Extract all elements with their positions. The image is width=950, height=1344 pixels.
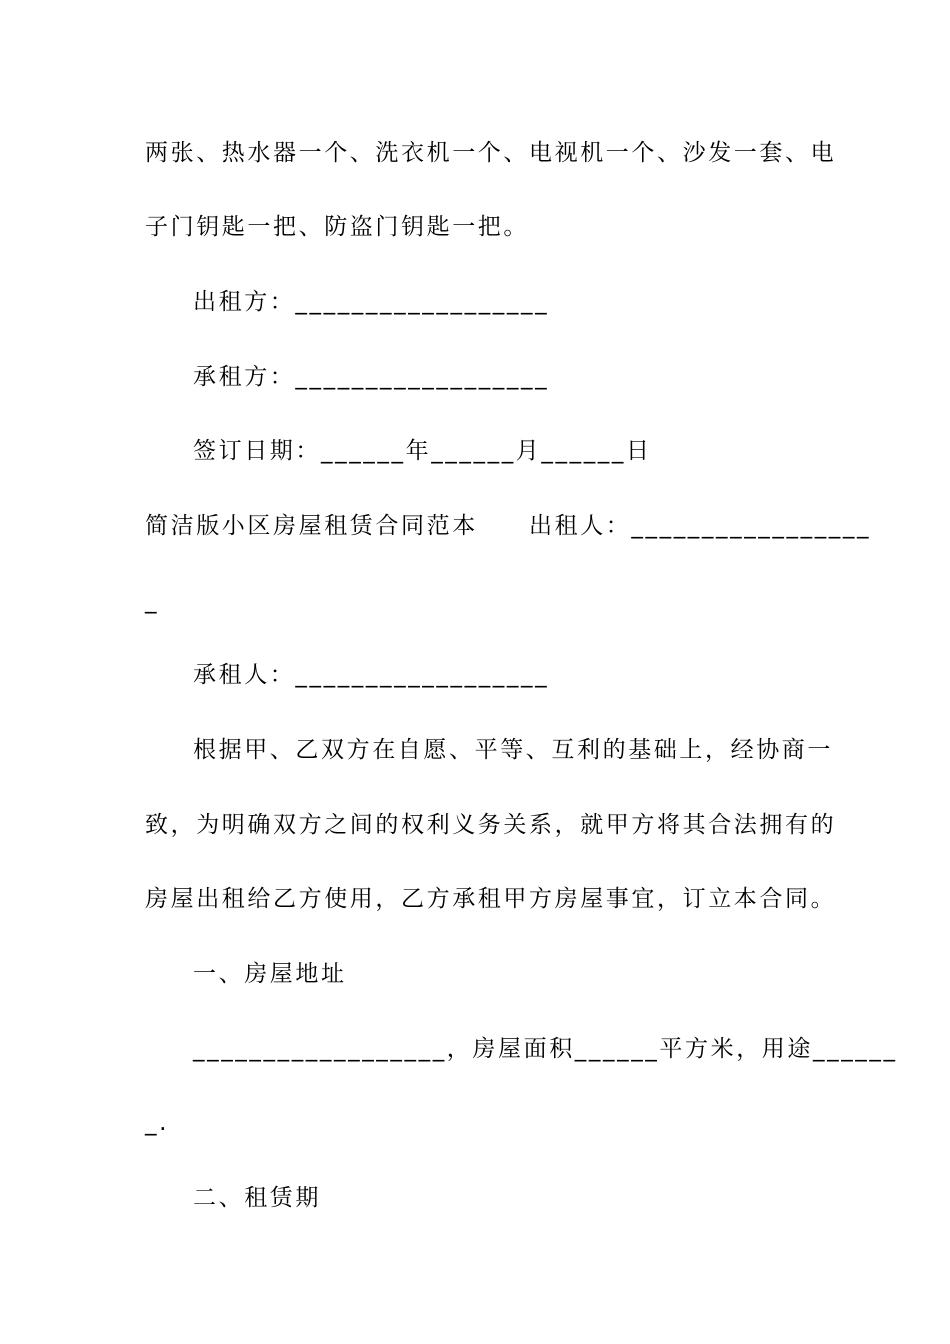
text-line-1: 两张、热水器一个、洗衣机一个、电视机一个、沙发一套、电 (145, 140, 837, 166)
paragraph-line-3: 房屋出租给乙方使用，乙方承租甲方房屋事宜，订立本合同。 (145, 886, 837, 912)
lessor-signature-line: 出租方：__________________ (193, 289, 550, 315)
paragraph-line-2: 致，为明确双方之间的权利义务关系，就甲方将其合法拥有的 (145, 812, 837, 838)
signing-date-line: 签订日期：______年______月______日 (193, 438, 652, 464)
paragraph-line-1: 根据甲、乙双方在自愿、平等、互利的基础上，经协商一 (193, 737, 833, 763)
section-heading-lease-term: 二、租赁期 (193, 1185, 321, 1211)
lessee-signature-line: 承租方：__________________ (193, 364, 550, 390)
lessee-line: 承租人：__________________ (193, 662, 550, 688)
text-line-2: 子门钥匙一把、防盗门钥匙一把。 (145, 214, 529, 240)
text-line-continuation: _ (145, 588, 160, 614)
section-heading-address: 一、房屋地址 (193, 961, 347, 987)
address-fill-line: __________________，房屋面积______平方米，用途______ (193, 1036, 898, 1062)
contract-title-lessor-line: 简洁版小区房屋租赁合同范本 出租人：_________________ (145, 513, 872, 539)
address-fill-continuation: _. (145, 1110, 170, 1136)
